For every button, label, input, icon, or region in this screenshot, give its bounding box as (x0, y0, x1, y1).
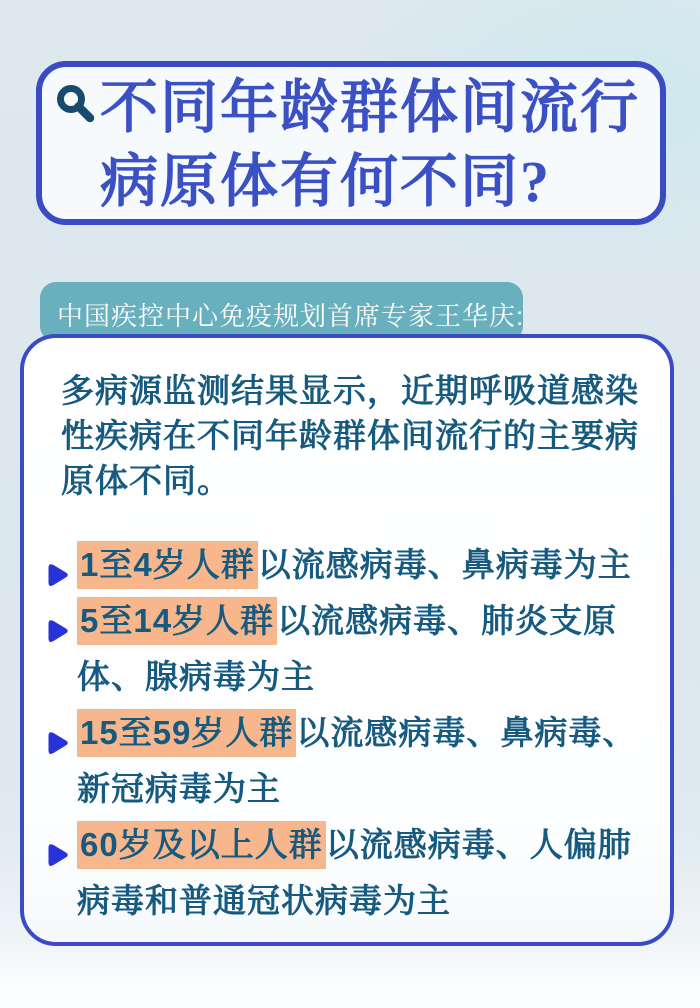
age-group-list-item (77, 817, 652, 929)
page-title-line1: 不同年龄群体间流行 (100, 75, 641, 140)
age-group-highlight: 60岁及以上人群 (77, 821, 326, 869)
bullet-text (77, 709, 636, 807)
bullet-rest: 以流感病毒、鼻病毒、新冠病毒为主 (77, 714, 637, 807)
bullet-rest: 以流感病毒、人偏肺病毒和普通冠状病毒为主 (77, 826, 632, 919)
intro-paragraph: 多病源监测结果显示，近期呼吸道感染性疾病在不同年龄群体间流行的主要病原体不同。 (61, 372, 639, 499)
magnifier-icon (55, 84, 99, 128)
age-group-highlight: 15至59岁人群 (77, 709, 296, 757)
bullet-rest: 以流感病毒、鼻病毒为主 (257, 546, 632, 583)
bullet-text (77, 541, 632, 589)
age-group-list-item (77, 537, 652, 593)
bullet-arrow-icon (44, 551, 70, 581)
age-group-list-item (77, 705, 652, 817)
title-card (36, 61, 666, 225)
bullet-text (77, 597, 617, 695)
bullet-arrow-icon (44, 831, 70, 861)
expert-source-tag: 中国疾控中心免疫规划首席专家王华庆: (40, 282, 523, 342)
page-title-line2: 病原体有何不同? (100, 149, 552, 214)
bullet-rest: 以流感病毒、肺炎支原体、腺病毒为主 (77, 602, 618, 695)
age-group-list (77, 537, 652, 929)
content-card (20, 334, 674, 946)
bullet-text (77, 821, 632, 919)
age-group-highlight: 5至14岁人群 (77, 597, 277, 645)
age-group-list-item (77, 593, 652, 705)
bullet-arrow-icon (44, 607, 70, 637)
age-group-highlight: 1至4岁人群 (77, 541, 258, 589)
page-title (100, 71, 660, 219)
bullet-arrow-icon (44, 719, 70, 749)
